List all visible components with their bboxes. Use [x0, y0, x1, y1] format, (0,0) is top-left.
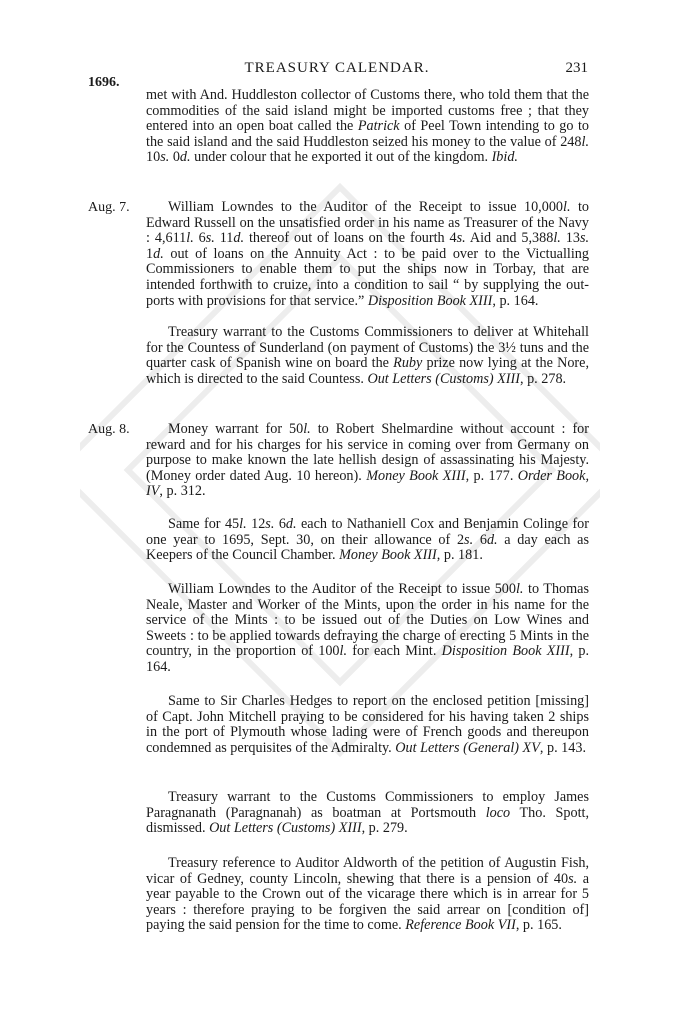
entry-paragraph — [146, 517, 589, 564]
entry-date: Aug. 7. — [88, 200, 130, 215]
entry-text: William Lowndes to the Auditor of the Receipt to issue 500l. to Thomas Neale, Master and Worker of the Mints, upon the order in his name for the service of the Mints : to be issued out of the Duties on Low Wines and Sweets : to be applied towards defraying the charge of erecting 5 Mints in the country, in the proportion of 100l. for each Mint. Disposition Book XIII, p. 164. — [146, 581, 590, 675]
entry-text: William Lowndes to the Auditor of the Receipt to issue 10,000l. to Edward Russell on the unsatisfied order in his name as Treasurer of the Navy : 4,611l. 6s. 11d. thereof out of loans on the fourth 4s. Aid and 5,388l. 13s. 1d. out of loans on the Annuity Act : to be paid over to the Victualling Commissioners to enable them to put the ships now in Torbay, that are intended forthwith to cruize, into a condition to sail “ by supplying the out-ports with provisions for that service.” Disposition Book XIII, p. 164. — [146, 199, 590, 309]
running-title: TREASURY CALENDAR. — [244, 60, 430, 76]
entry-paragraph — [146, 694, 589, 756]
entry-date: Aug. 8. — [88, 422, 130, 437]
entry-paragraph — [146, 88, 589, 166]
entry-text: Treasury reference to Auditor Aldworth of the petition of Augustin Fish, vicar of Gedney, county Lincoln, shewing that there is a pension of 40s. a year payable to the Crown out of the vicarage there which is in arrear for 5 years : therefore praying to be forgiven the said arrear on [condition of] paying the said pension for the time to come. Reference Book VII, p. 165. — [146, 855, 589, 934]
entry-paragraph — [146, 325, 589, 387]
entry-paragraph — [146, 790, 589, 837]
year-marker: 1696. — [88, 75, 120, 90]
entry-text: met with And. Huddleston collector of Customs there, who told them that the commodities of the said island might be imported customs free ; that they entered into an open boat called the Patrick of Peel Town intending to go to the said island and the said Huddleston seized his money to the value of 248l. 10s. 0d. under colour that he exported it out of the kingdom. Ibid. — [146, 87, 589, 166]
entry-text: Treasury warrant to the Customs Commissioners to employ James Paragnanath (Paragnanah) as boatman at Portsmouth loco Tho. Spott, dismissed. Out Letters (Customs) XIII, p. 279. — [146, 789, 589, 837]
entry-paragraph — [146, 856, 589, 934]
entry-text: Money warrant for 50l. to Robert Shelmardine without account : for reward and for his charges for his service in coming over from Germany on purpose to make known the late hellish design of assassinating his Majesty. (Money order dated Aug. 10 hereon). Money Book XIII, p. 177. Order Book, IV, p. 312. — [146, 421, 589, 500]
entry-text: Same to Sir Charles Hedges to report on the enclosed petition [missing] of Capt. John Mitchell praying to be considered for his having taken 2 ships in the port of Plymouth whose lading were of French goods and thereupon condemned as perquisites of the Admiralty. Out Letters (General) XV, p. 143. — [146, 693, 589, 756]
entry-text: Same for 45l. 12s. 6d. each to Nathaniell Cox and Benjamin Colinge for one year to 1695, Sept. 30, on their allowance of 2s. 6d. a day each as Keepers of the Council Chamber. Money Book XIII, p. 181. — [146, 516, 590, 564]
entry-paragraph — [146, 582, 589, 676]
entry-paragraph — [146, 422, 589, 500]
entry-text: Treasury warrant to the Customs Commissioners to deliver at Whitehall for the Countess of Sunderland (on payment of Customs) the 3½ tuns and the quarter cask of Spanish wine on board the Ruby prize now lying at the Nore, which is directed to the said Countess. Out Letters (Customs) XIII, p. 278. — [146, 324, 589, 387]
entry-paragraph — [146, 200, 589, 309]
page-number: 231 — [565, 60, 588, 76]
